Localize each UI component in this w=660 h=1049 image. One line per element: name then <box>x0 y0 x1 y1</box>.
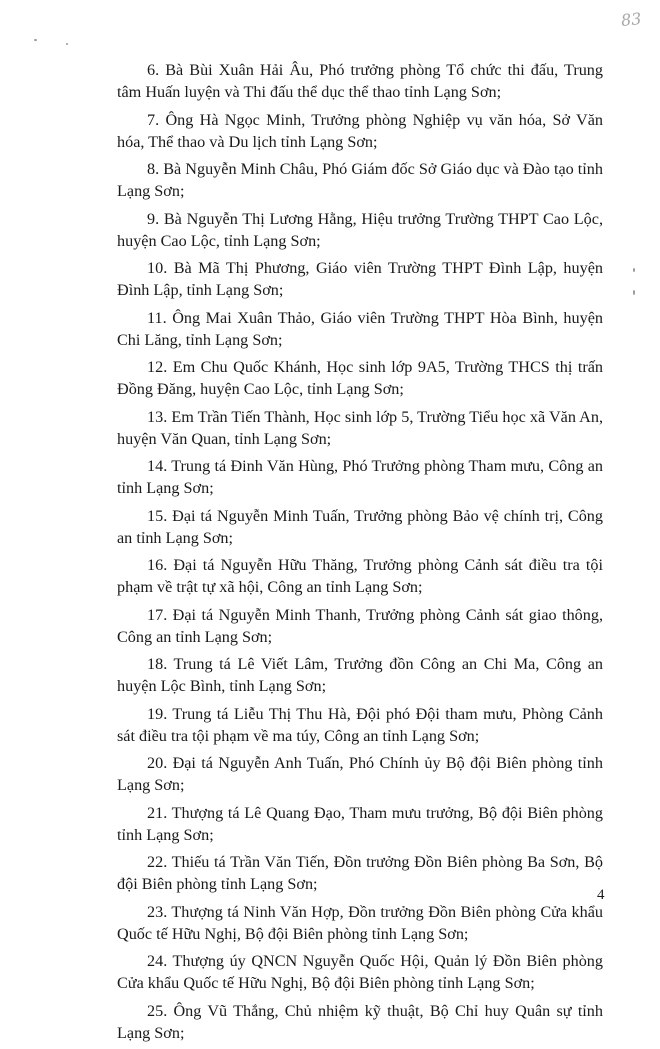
handwritten-page-mark: 83 <box>620 8 643 31</box>
list-item: 16. Đại tá Nguyễn Hữu Thăng, Trưởng phòng Cảnh sát điều tra tội phạm về trật tự xã hội, Công an tỉnh Lạng Sơn; <box>117 556 603 596</box>
scan-speck <box>633 268 635 272</box>
list-item: 12. Em Chu Quốc Khánh, Học sinh lớp 9A5, Trường THCS thị trấn Đồng Đăng, huyện Cao Lộc, tỉnh Lạng Sơn; <box>117 358 603 398</box>
list-item: 15. Đại tá Nguyễn Minh Tuấn, Trưởng phòng Bảo vệ chính trị, Công an tỉnh Lạng Sơn; <box>117 506 603 547</box>
award-recipient-list <box>117 59 603 1049</box>
list-item: 24. Thượng úy QNCN Nguyễn Quốc Hội, Quản lý Đồn Biên phòng Cửa khẩu Quốc tế Hữu Nghị, Bộ đội Biên phòng tỉnh Lạng Sơn; <box>117 952 603 992</box>
list-item: 14. Trung tá Đinh Văn Hùng, Phó Trưởng phòng Tham mưu, Công an tỉnh Lạng Sơn; <box>117 457 603 497</box>
list-item: 11. Ông Mai Xuân Thảo, Giáo viên Trường THPT Hòa Bình, huyện Chi Lăng, tỉnh Lạng Sơn; <box>117 308 603 349</box>
list-item: 20. Đại tá Nguyễn Anh Tuấn, Phó Chính ủy Bộ đội Biên phòng tỉnh Lạng Sơn; <box>117 754 603 794</box>
list-item: 17. Đại tá Nguyễn Minh Thanh, Trưởng phòng Cảnh sát giao thông, Công an tỉnh Lạng Sơn; <box>117 605 603 646</box>
list-item: 25. Ông Vũ Thắng, Chủ nhiệm kỹ thuật, Bộ Chỉ huy Quân sự tỉnh Lạng Sơn; <box>117 1001 603 1042</box>
list-item: 9. Bà Nguyễn Thị Lương Hằng, Hiệu trưởng Trường THPT Cao Lộc, huyện Cao Lộc, tỉnh Lạng Sơn; <box>117 209 603 250</box>
list-item: 13. Em Trần Tiến Thành, Học sinh lớp 5, Trường Tiểu học xã Văn An, huyện Văn Quan, tỉnh Lạng Sơn; <box>117 407 603 448</box>
page-number: 4 <box>597 887 605 903</box>
list-item: 18. Trung tá Lê Viết Lâm, Trưởng đồn Công an Chi Ma, Công an huyện Lộc Bình, tỉnh Lạng Sơn; <box>117 655 603 695</box>
list-item: 8. Bà Nguyễn Minh Châu, Phó Giám đốc Sở Giáo dục và Đào tạo tỉnh Lạng Sơn; <box>117 160 603 200</box>
list-item: 6. Bà Bùi Xuân Hải Âu, Phó trưởng phòng Tổ chức thi đấu, Trung tâm Huấn luyện và Thi đấu thể dục thể thao tỉnh Lạng Sơn; <box>117 61 603 101</box>
list-item: 21. Thượng tá Lê Quang Đạo, Tham mưu trưởng, Bộ đội Biên phòng tỉnh Lạng Sơn; <box>117 803 603 844</box>
list-item: 19. Trung tá Liễu Thị Thu Hà, Đội phó Đội tham mưu, Phòng Cảnh sát điều tra tội phạm về ma túy, Công an tỉnh Lạng Sơn; <box>117 704 603 745</box>
list-item: 22. Thiếu tá Trần Văn Tiến, Đồn trưởng Đồn Biên phòng Ba Sơn, Bộ đội Biên phòng tỉnh Lạng Sơn; <box>117 853 603 893</box>
list-item: 7. Ông Hà Ngọc Minh, Trưởng phòng Nghiệp vụ văn hóa, Sở Văn hóa, Thể thao và Du lịch tỉnh Lạng Sơn; <box>117 110 603 151</box>
scan-speck <box>34 39 37 41</box>
scan-speck <box>66 43 68 45</box>
list-item: 23. Thượng tá Ninh Văn Hợp, Đồn trưởng Đồn Biên phòng Cửa khẩu Quốc tế Hữu Nghị, Bộ đội Biên phòng tỉnh Lạng Sơn; <box>117 902 603 943</box>
scan-speck <box>633 290 635 295</box>
list-item: 10. Bà Mã Thị Phương, Giáo viên Trường THPT Đình Lập, huyện Đình Lập, tỉnh Lạng Sơn; <box>117 259 603 299</box>
